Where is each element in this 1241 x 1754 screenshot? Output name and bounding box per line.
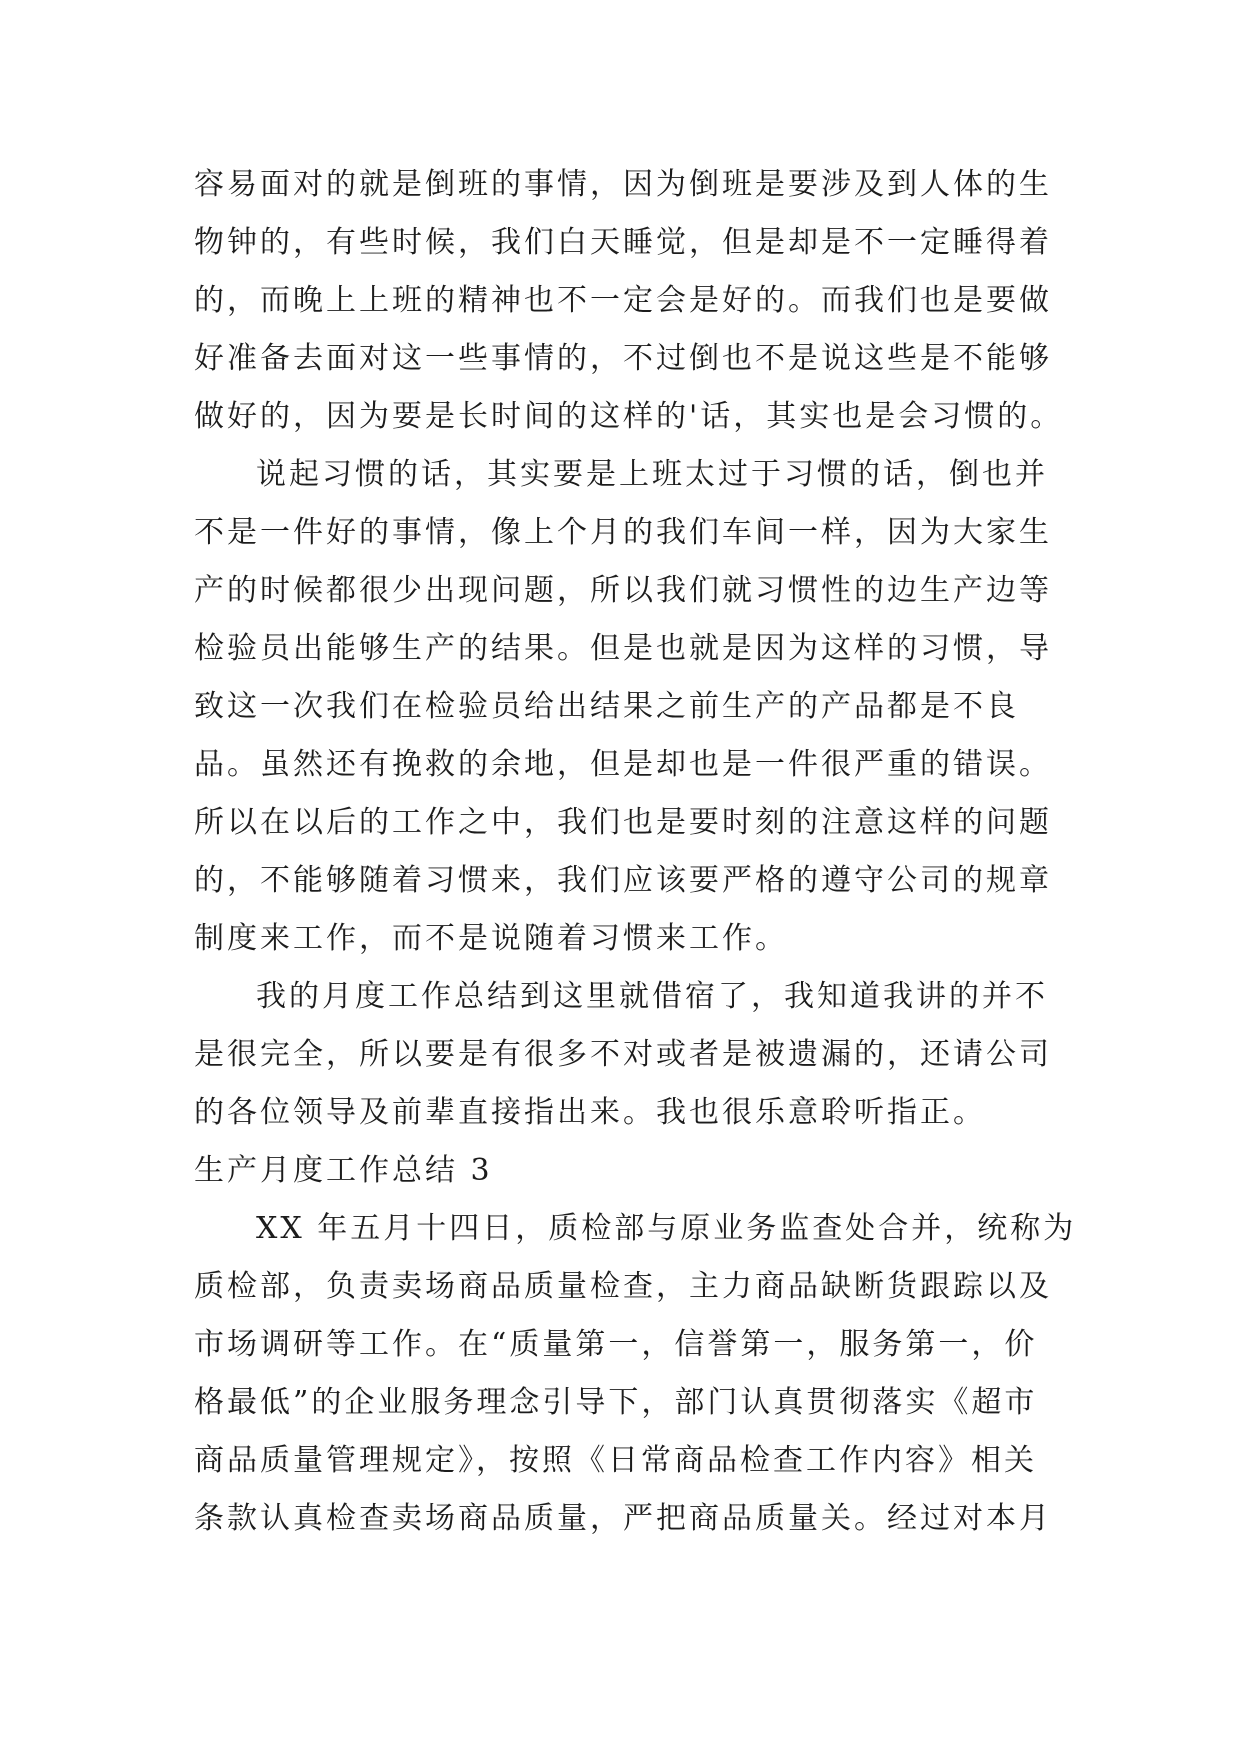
text-line: 容易面对的就是倒班的事情，因为倒班是要涉及到人体的生 [194, 167, 1052, 202]
paragraph-first-line: 说起习惯的话，其实要是上班太过于习惯的话，倒也并 [256, 457, 1048, 492]
text-line: 的，而晚上上班的精神也不一定会是好的。而我们也是要做 [194, 283, 1052, 318]
section-heading: 生产月度工作总结 3 [194, 1153, 493, 1188]
text-line: 不是一件好的事情，像上个月的我们车间一样，因为大家生 [194, 515, 1052, 550]
text-line: 品。虽然还有挽救的余地，但是却也是一件很严重的错误。 [194, 747, 1052, 782]
text-line: 检验员出能够生产的结果。但是也就是因为这样的习惯，导 [194, 631, 1052, 666]
text-line: 致这一次我们在检验员给出结果之前生产的产品都是不良 [194, 689, 1019, 724]
text-line: 好准备去面对这一些事情的，不过倒也不是说这些是不能够 [194, 341, 1052, 376]
text-line: 市场调研等工作。在“质量第一，信誉第一，服务第一，价 [194, 1327, 1038, 1362]
text-line: 做好的，因为要是长时间的这样的'话，其实也是会习惯的。 [194, 399, 1064, 434]
text-line: 的各位领导及前辈直接指出来。我也很乐意聆听指正。 [194, 1095, 986, 1130]
text-line: 格最低”的企业服务理念引导下，部门认真贯彻落实《超市 [194, 1385, 1038, 1420]
text-line: 制度来工作，而不是说随着习惯来工作。 [194, 921, 788, 956]
text-line: 条款认真检查卖场商品质量，严把商品质量关。经过对本月 [194, 1501, 1052, 1536]
body-text [194, 156, 1077, 1548]
text-line: 物钟的，有些时候，我们白天睡觉，但是却是不一定睡得着 [194, 225, 1052, 260]
paragraph-first-line: XX 年五月十四日，质检部与原业务监查处合并，统称为 [256, 1211, 1077, 1246]
text-line: 是很完全，所以要是有很多不对或者是被遗漏的，还请公司 [194, 1037, 1052, 1072]
paragraph-first-line: 我的月度工作总结到这里就借宿了，我知道我讲的并不 [256, 979, 1048, 1014]
text-line: 质检部，负责卖场商品质量检查，主力商品缺断货跟踪以及 [194, 1269, 1052, 1304]
text-line: 所以在以后的工作之中，我们也是要时刻的注意这样的问题 [194, 805, 1052, 840]
text-line: 商品质量管理规定》，按照《日常商品检查工作内容》相关 [194, 1443, 1037, 1478]
text-line: 产的时候都很少出现问题，所以我们就习惯性的边生产边等 [194, 573, 1052, 608]
text-line: 的，不能够随着习惯来，我们应该要严格的遵守公司的规章 [194, 863, 1052, 898]
